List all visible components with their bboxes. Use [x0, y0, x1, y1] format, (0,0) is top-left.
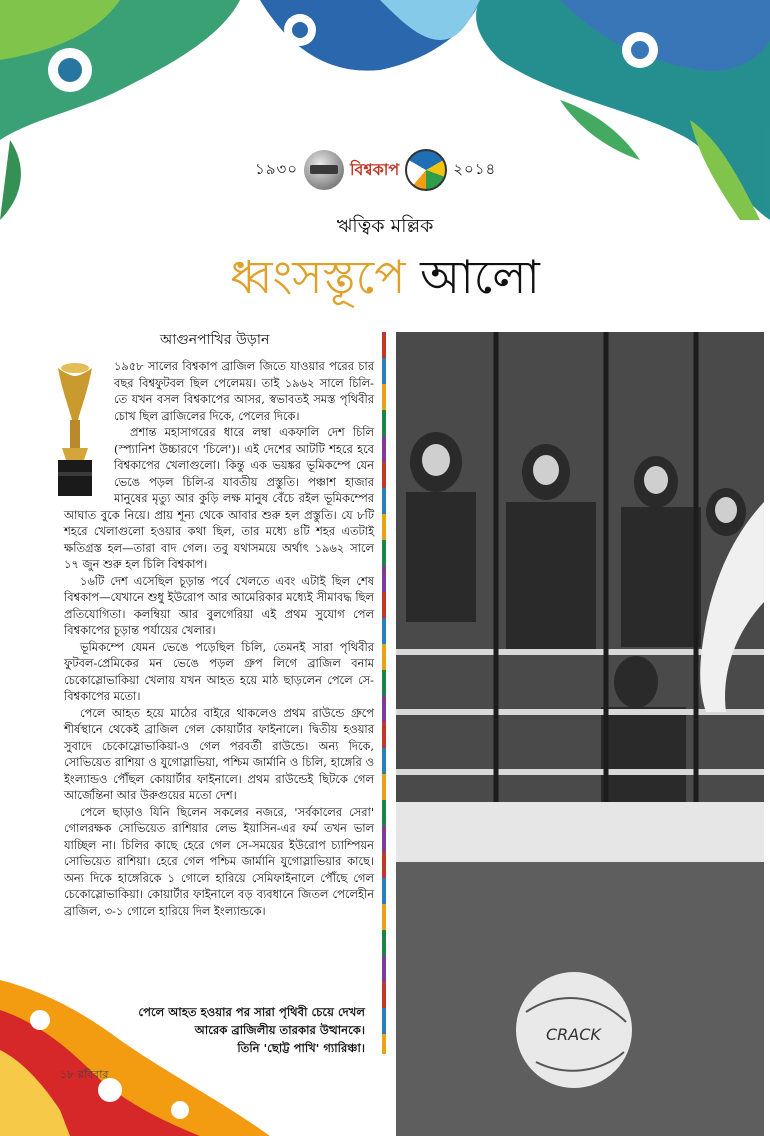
closing-line: আরেক ব্রাজিলীয় তারকার উত্থানকে। [194, 1023, 365, 1037]
header-floral-artwork [0, 0, 770, 230]
ball-brand-text: CRACK [546, 1025, 601, 1044]
author-name: ঋত্বিক মল্লিক [336, 215, 434, 237]
closing-line: তিনি 'ছোট্ট পাখি' গ্যারিঞ্চা। [237, 1041, 365, 1055]
world-cup-banner [255, 150, 525, 190]
color-divider [382, 332, 386, 1054]
corner-floral-artwork [0, 980, 300, 1136]
headline-part2: আলো [420, 250, 540, 304]
banner-label: বিশ্বকাপ [349, 159, 400, 179]
headline-part1: ধ্বংসস্তূপে [230, 250, 406, 304]
article-paragraph: পেলে আহত হয়ে মাঠের বাইরে থাকলেও প্রথম রাউন্ডে গ্রুপে শীর্ষস্থানে থেকেই ব্রাজিল গেল কোয়ার্টার ফাইনালে। দ্বিতীয় হওয়ার সুবাদে চেকোস্লোভাকিয়া-ও গেল পরবর্তী রাউন্ডে। অন্য দিকে, সোভিয়েত রাশিয়া ও যুগোস্লাভিয়া, পশ্চিম জার্মানি ও চিলি, হাঙ্গেরি ও ইংল্যান্ডও পৌঁছল কোয়ার্টার ফাইনালে। প্রথম রাউন্ডেই ছিটকে গেল আর্জেন্তিনা আর উরুগুয়ের মতো দেশ। [64, 705, 374, 802]
article-paragraph: ভূমিকম্পে যেমন ভেঙে পড়েছিল চিলি, তেমনই সারা পৃথিবীর ফুটবল-প্রেমিকের মন ভেঙে পড়ল গ্রুপ লিগে ব্রাজিল বনাম চেকোস্লোভাকিয়া খেলায় যখন আহত হয়ে মাঠ ছাড়লেন পেলে সে-বিশ্বকাপের মতো। [64, 639, 374, 703]
closing-line: পেলে আহত হওয়ার পর সারা পৃথিবী চেয়ে দেখল [138, 1005, 365, 1019]
banner-year-end: ২০১৪ [453, 159, 497, 178]
article-paragraph: প্রশান্ত মহাসাগরের ধারে লম্বা একফালি দেশ চিলি (স্প্যানিশ উচ্চারণে 'চিলে')। এই দেশের আটটি শহরে হবে বিশ্বকাপের খেলাগুলো। কিন্তু এক ভয়ঙ্কর ভূমিকম্পে যেন ভেঙে পড়ল চিলি-র যাবতীয় প্রস্তুতি। পঞ্চাশ হাজার মানুষের মৃত্যু আর কুড়ি লক্ষ মানুষ বেঁচে রইল ভূমিকম্পের আঘাত বুকে নিয়ে। প্রায় শূন্য থেকে আবার শুরু হল প্রস্তুতি। যে ৮টি শহরে খেলাগুলো হওয়ার কথা ছিল, তার মধ্যে ৪টি শহর এতটাই ক্ষতিগ্রস্ত হল—তারা বাদ গেল। তবু যথাসময়ে অর্থাৎ ১৯৬২ সালে ১৭ জুন শুরু হল চিলি বিশ্বকাপ। [64, 425, 374, 571]
banner-year-start: ১৯৩০ [255, 159, 298, 178]
headline [0, 252, 770, 303]
article-paragraph: ১৬টি দেশ এসেছিল চূড়ান্ত পর্বে খেলতে এবং এটাই ছিল শেষ বিশ্বকাপ—যেখানে শুধু ইউরোপ আর আমেরিকার মধ্যেই সীমাবদ্ধ ছিল প্রতিযোগিতা। কলম্বিয়া আর বুলগেরিয়া এই প্রথম সুযোগ পেল বিশ্বকাপের চূড়ান্ত পর্যায়ের খেলার। [64, 573, 374, 637]
article-subhead: আগুনপাখির উড়ান [160, 332, 270, 348]
article-paragraph: পেলে ছাড়াও যিনি ছিলেন সকলের নজরে, 'সর্বকালের সেরা' গোলরক্ষক সোভিয়েত রাশিয়ার লেভ ইয়াসিন-এর ফর্ম তখন ভাল যাচ্ছিল না। চিলির কাছে হেরে গেল সে-সময়ের ইউরোপ চ্যাম্পিয়ন সোভিয়েত রাশিয়া। হেরে গেল পশ্চিম জার্মানি যুগোস্লাভিয়ার কাছে। অন্য দিকে হাঙ্গেরিকে ১ গোলে হারিয়ে সেমিফাইনালে পৌঁছে গেল চেকোস্লোভাকিয়া। কোয়ার্টার ফাইনালে বড় ব্যবধানে জিতল পেলেহীন ব্রাজিল, ৩-১ গোলে হারিয়ে দিল ইংল্যান্ডকে। [64, 804, 374, 918]
match-photo [396, 332, 764, 1136]
article-paragraph: ১৯৫৮ সালের বিশ্বকাপ ব্রাজিল জিতে যাওয়ার পরের চার বছর বিশ্বফুটবল ছিল পেলেময়। তাই ১৯৬২ সালে চিলি-তে যখন বসল বিশ্বকাপের আসর, স্বভাবতই সমস্ত পৃথিবীর চোখ ছিল ব্রাজিলের দিকে, পেলের দিকে। [114, 359, 374, 423]
match-photo-graphic [396, 332, 764, 1136]
vintage-football-icon [304, 150, 344, 190]
article-body [64, 358, 374, 919]
modern-football-icon [405, 149, 447, 191]
page-footer: ১৮ রবিবার [60, 1068, 109, 1081]
